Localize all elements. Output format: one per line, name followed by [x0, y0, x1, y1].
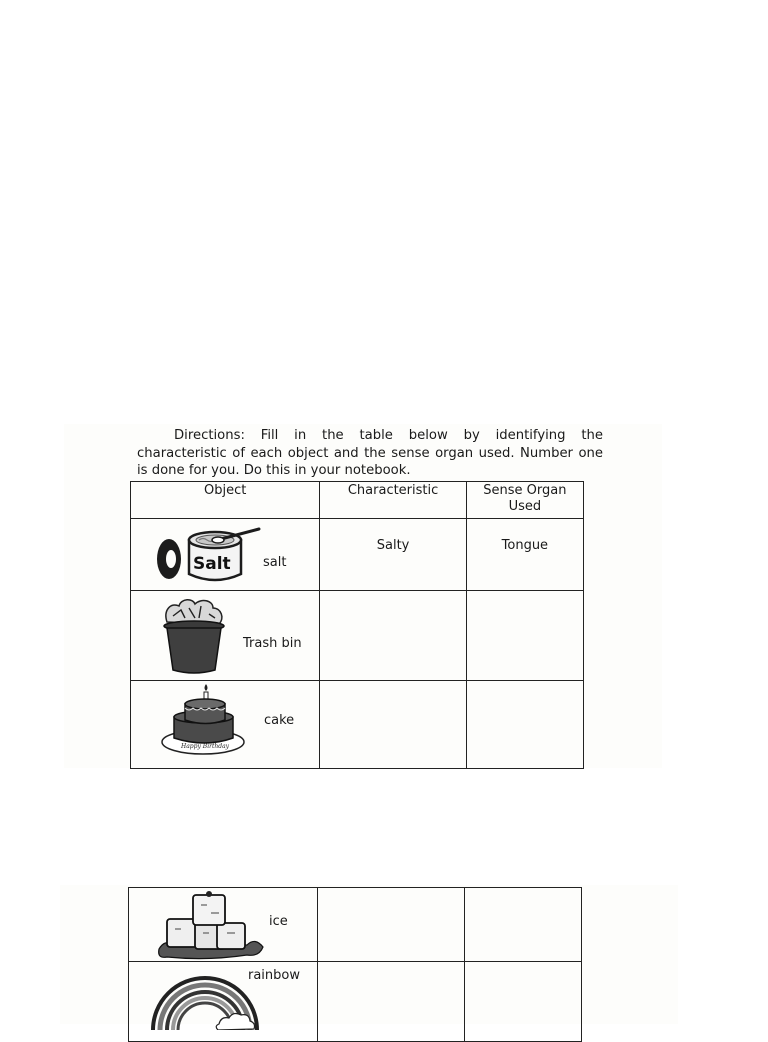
sense-organ-value — [467, 681, 583, 700]
table-row — [131, 519, 584, 591]
table-header-row — [131, 482, 584, 519]
object-label-cake: cake — [264, 713, 295, 728]
object-cell — [131, 519, 320, 591]
characteristic-value — [318, 962, 464, 981]
characteristic-value — [318, 888, 464, 907]
characteristic-cell — [318, 888, 465, 962]
object-label-ice: ice — [269, 914, 288, 929]
object-label-trash-bin: Trash bin — [243, 636, 302, 651]
sense-organ-value — [467, 591, 583, 610]
directions-text: Directions: Fill in the table below by identifying the characteristic of each object and the sense organ used. Number one is done for you. Do this in your notebook. — [137, 428, 603, 478]
sense-organ-cell — [466, 681, 583, 769]
sense-organ-value — [465, 888, 581, 907]
birthday-cake-icon — [161, 682, 251, 756]
characteristic-cell — [320, 591, 466, 681]
characteristic-value: Salty — [376, 538, 410, 553]
sense-organ-cell — [466, 519, 583, 591]
worksheet-page-2 — [60, 885, 678, 1024]
object-cell — [129, 962, 318, 1042]
svg-text:Salt: Salt — [193, 554, 231, 574]
header-object: Object — [131, 482, 320, 519]
header-sense-organ: Sense Organ Used — [466, 482, 583, 519]
salt-container-icon — [155, 522, 265, 588]
worksheet-page-1 — [64, 424, 662, 768]
table-row — [129, 888, 582, 962]
svg-text:Happy Birthday: Happy Birthday — [181, 743, 230, 750]
trash-bin-icon — [159, 596, 229, 676]
table-row — [129, 962, 582, 1042]
table-row — [131, 681, 584, 769]
object-cell — [131, 591, 320, 681]
sense-organ-cell — [466, 591, 583, 681]
sense-organ-value: Tongue — [501, 538, 549, 553]
sense-organ-cell — [465, 962, 582, 1042]
object-label-salt: salt — [263, 555, 287, 570]
worksheet-table — [130, 481, 584, 769]
table-row — [131, 591, 584, 681]
header-characteristic: Characteristic — [320, 482, 466, 519]
characteristic-value — [320, 681, 465, 700]
characteristic-value — [320, 591, 465, 610]
object-cell — [131, 681, 320, 769]
characteristic-cell — [318, 962, 465, 1042]
object-cell — [129, 888, 318, 962]
sense-organ-value — [465, 962, 581, 981]
characteristic-cell — [320, 519, 466, 591]
sense-organ-cell — [465, 888, 582, 962]
ice-cubes-icon — [157, 889, 267, 961]
characteristic-cell — [320, 681, 466, 769]
worksheet-table-continued — [128, 887, 582, 1042]
object-label-rainbow: rainbow — [248, 968, 300, 983]
